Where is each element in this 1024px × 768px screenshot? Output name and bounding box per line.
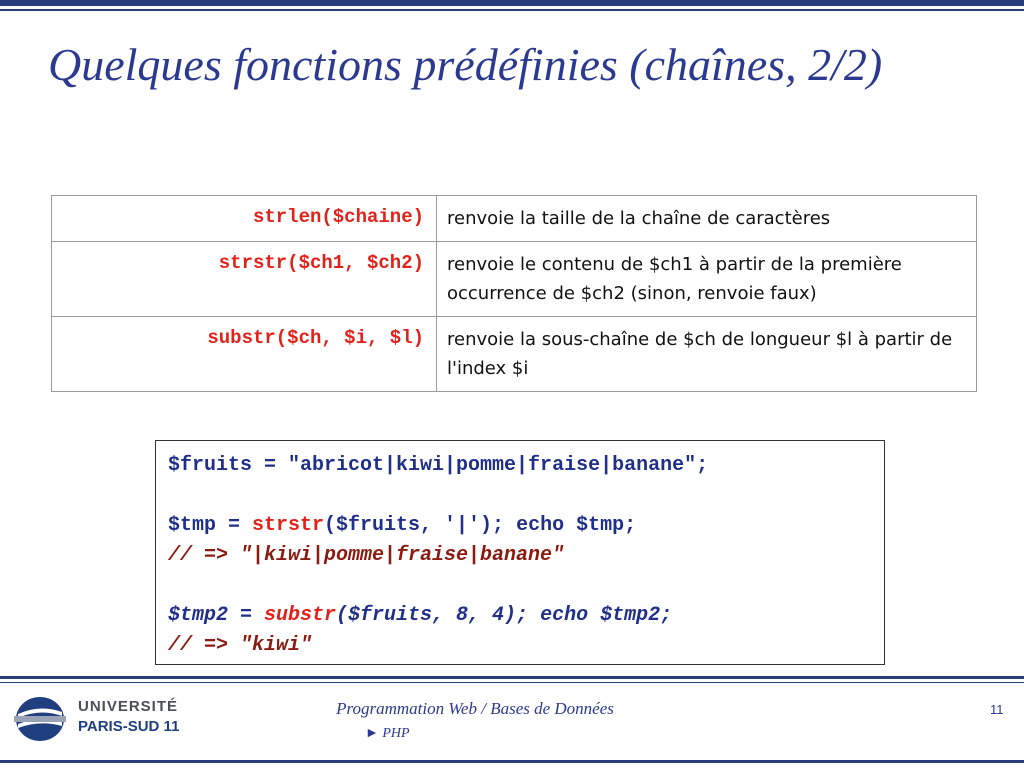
code-line-1: $fruits = "abricot|kiwi|pomme|fraise|banane"; bbox=[168, 454, 709, 477]
slide-title: Quelques fonctions prédéfinies (chaînes, 2/2) bbox=[48, 39, 883, 90]
page-number: 11 bbox=[990, 702, 1004, 717]
code-example bbox=[155, 440, 885, 665]
bottom-bar bbox=[0, 676, 1024, 679]
code-segment: ($fruits, '|'); echo $tmp; bbox=[324, 514, 637, 537]
function-name: strstr($ch1, $ch2) bbox=[52, 242, 437, 317]
function-description: renvoie la taille de la chaîne de caractères bbox=[437, 196, 977, 242]
logo-text-universite: UNIVERSITÉ bbox=[78, 698, 179, 715]
bottom-bar-lower bbox=[0, 760, 1024, 763]
table-row bbox=[52, 196, 977, 242]
code-segment: $tmp = bbox=[168, 514, 253, 537]
function-description: renvoie la sous-chaîne de $ch de longueur $l à partir de l'index $i bbox=[437, 317, 977, 392]
code-segment: $tmp2 = bbox=[168, 604, 265, 627]
logo-text-paris-sud: PARIS-SUD 11 bbox=[78, 718, 180, 735]
code-line-2 bbox=[168, 511, 872, 541]
code-function-call: substr bbox=[264, 604, 337, 627]
table-row bbox=[52, 242, 977, 317]
function-description: renvoie le contenu de $ch1 à partir de la première occurrence de $ch2 (sinon, renvoie faux) bbox=[437, 242, 977, 317]
code-comment-1: // => "|kiwi|pomme|fraise|banane" bbox=[168, 544, 565, 567]
top-bar bbox=[0, 0, 1024, 6]
code-segment: ($fruits, 8, 4); echo $tmp2; bbox=[336, 604, 673, 627]
code-function-call: strstr bbox=[252, 514, 325, 537]
functions-table bbox=[51, 195, 977, 392]
code-comment-2: // => "kiwi" bbox=[168, 634, 313, 657]
code-blank-line bbox=[168, 481, 872, 511]
top-bar-thin bbox=[0, 9, 1024, 11]
footer-course-title: Programmation Web / Bases de Données bbox=[336, 699, 614, 718]
function-name: substr($ch, $i, $l) bbox=[52, 317, 437, 392]
footer-section: ► PHP bbox=[365, 726, 410, 741]
code-blank-line bbox=[168, 571, 872, 601]
code-line-4 bbox=[168, 601, 872, 631]
bottom-bar-thin bbox=[0, 682, 1024, 683]
table-row bbox=[52, 317, 977, 392]
function-name: strlen($chaine) bbox=[52, 196, 437, 242]
